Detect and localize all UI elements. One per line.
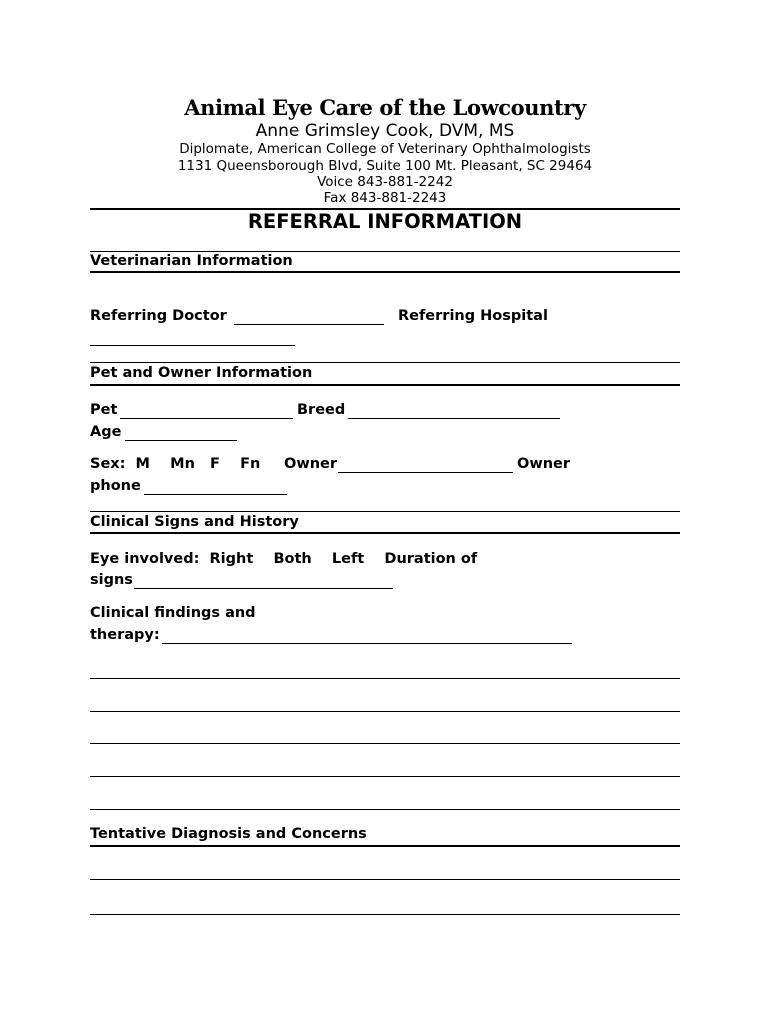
findings-line[interactable] — [90, 743, 680, 744]
veterinarian-name: Anne Grimsley Cook, DVM, MS — [255, 121, 515, 141]
owner-phone-label: Owner — [517, 456, 571, 472]
findings-label: Clinical findings and — [90, 605, 256, 621]
vet-section-heading: Veterinarian Information — [90, 253, 293, 269]
owner-phone-label-cont: phone — [90, 478, 141, 494]
referring-hospital-field[interactable] — [90, 331, 295, 346]
section-divider — [90, 271, 680, 273]
referring-doctor-label: Referring Doctor — [90, 308, 227, 324]
owner-phone-field[interactable] — [144, 480, 287, 495]
pet-label: Pet — [90, 402, 118, 418]
findings-field[interactable] — [162, 629, 572, 644]
clinical-section-heading: Clinical Signs and History — [90, 514, 299, 530]
section-divider — [90, 511, 680, 512]
owner-field[interactable] — [338, 458, 513, 473]
diagnosis-section-heading: Tentative Diagnosis and Concerns — [90, 826, 367, 842]
section-divider — [90, 845, 680, 847]
form-title: REFERRAL INFORMATION — [247, 210, 523, 233]
breed-field[interactable] — [348, 404, 560, 419]
fax-number: Fax 843-881-2243 — [323, 190, 447, 206]
section-divider — [90, 362, 680, 363]
credentials: Diplomate, American College of Veterinary Ophthalmologists — [179, 141, 591, 157]
pet-name-field[interactable] — [120, 404, 293, 419]
findings-line[interactable] — [90, 711, 680, 712]
practice-name: Animal Eye Care of the Lowcountry — [184, 95, 586, 120]
section-divider — [90, 384, 680, 386]
referring-hospital-label: Referring Hospital — [398, 308, 548, 324]
address: 1131 Queensborough Blvd, Suite 100 Mt. Pleasant, SC 29464 — [177, 158, 593, 174]
breed-label: Breed — [297, 402, 346, 418]
findings-line[interactable] — [90, 776, 680, 777]
age-label: Age — [90, 424, 122, 440]
findings-label-cont: therapy: — [90, 627, 160, 643]
section-divider — [90, 251, 680, 252]
findings-line[interactable] — [90, 678, 680, 679]
pet-section-heading: Pet and Owner Information — [90, 365, 313, 381]
duration-of-signs-field[interactable] — [134, 574, 393, 589]
section-divider — [90, 532, 680, 534]
findings-line[interactable] — [90, 809, 680, 810]
sex-options[interactable]: Sex: M Mn F Fn — [90, 456, 261, 472]
voice-phone: Voice 843-881-2242 — [317, 174, 453, 190]
eye-involved-options[interactable]: Eye involved: Right Both Left Duration of — [90, 551, 478, 567]
diagnosis-line[interactable] — [90, 879, 680, 880]
age-field[interactable] — [125, 426, 237, 441]
diagnosis-line[interactable] — [90, 914, 680, 915]
owner-label: Owner — [284, 456, 338, 472]
signs-label: signs — [90, 572, 133, 588]
referring-doctor-field[interactable] — [234, 310, 384, 325]
